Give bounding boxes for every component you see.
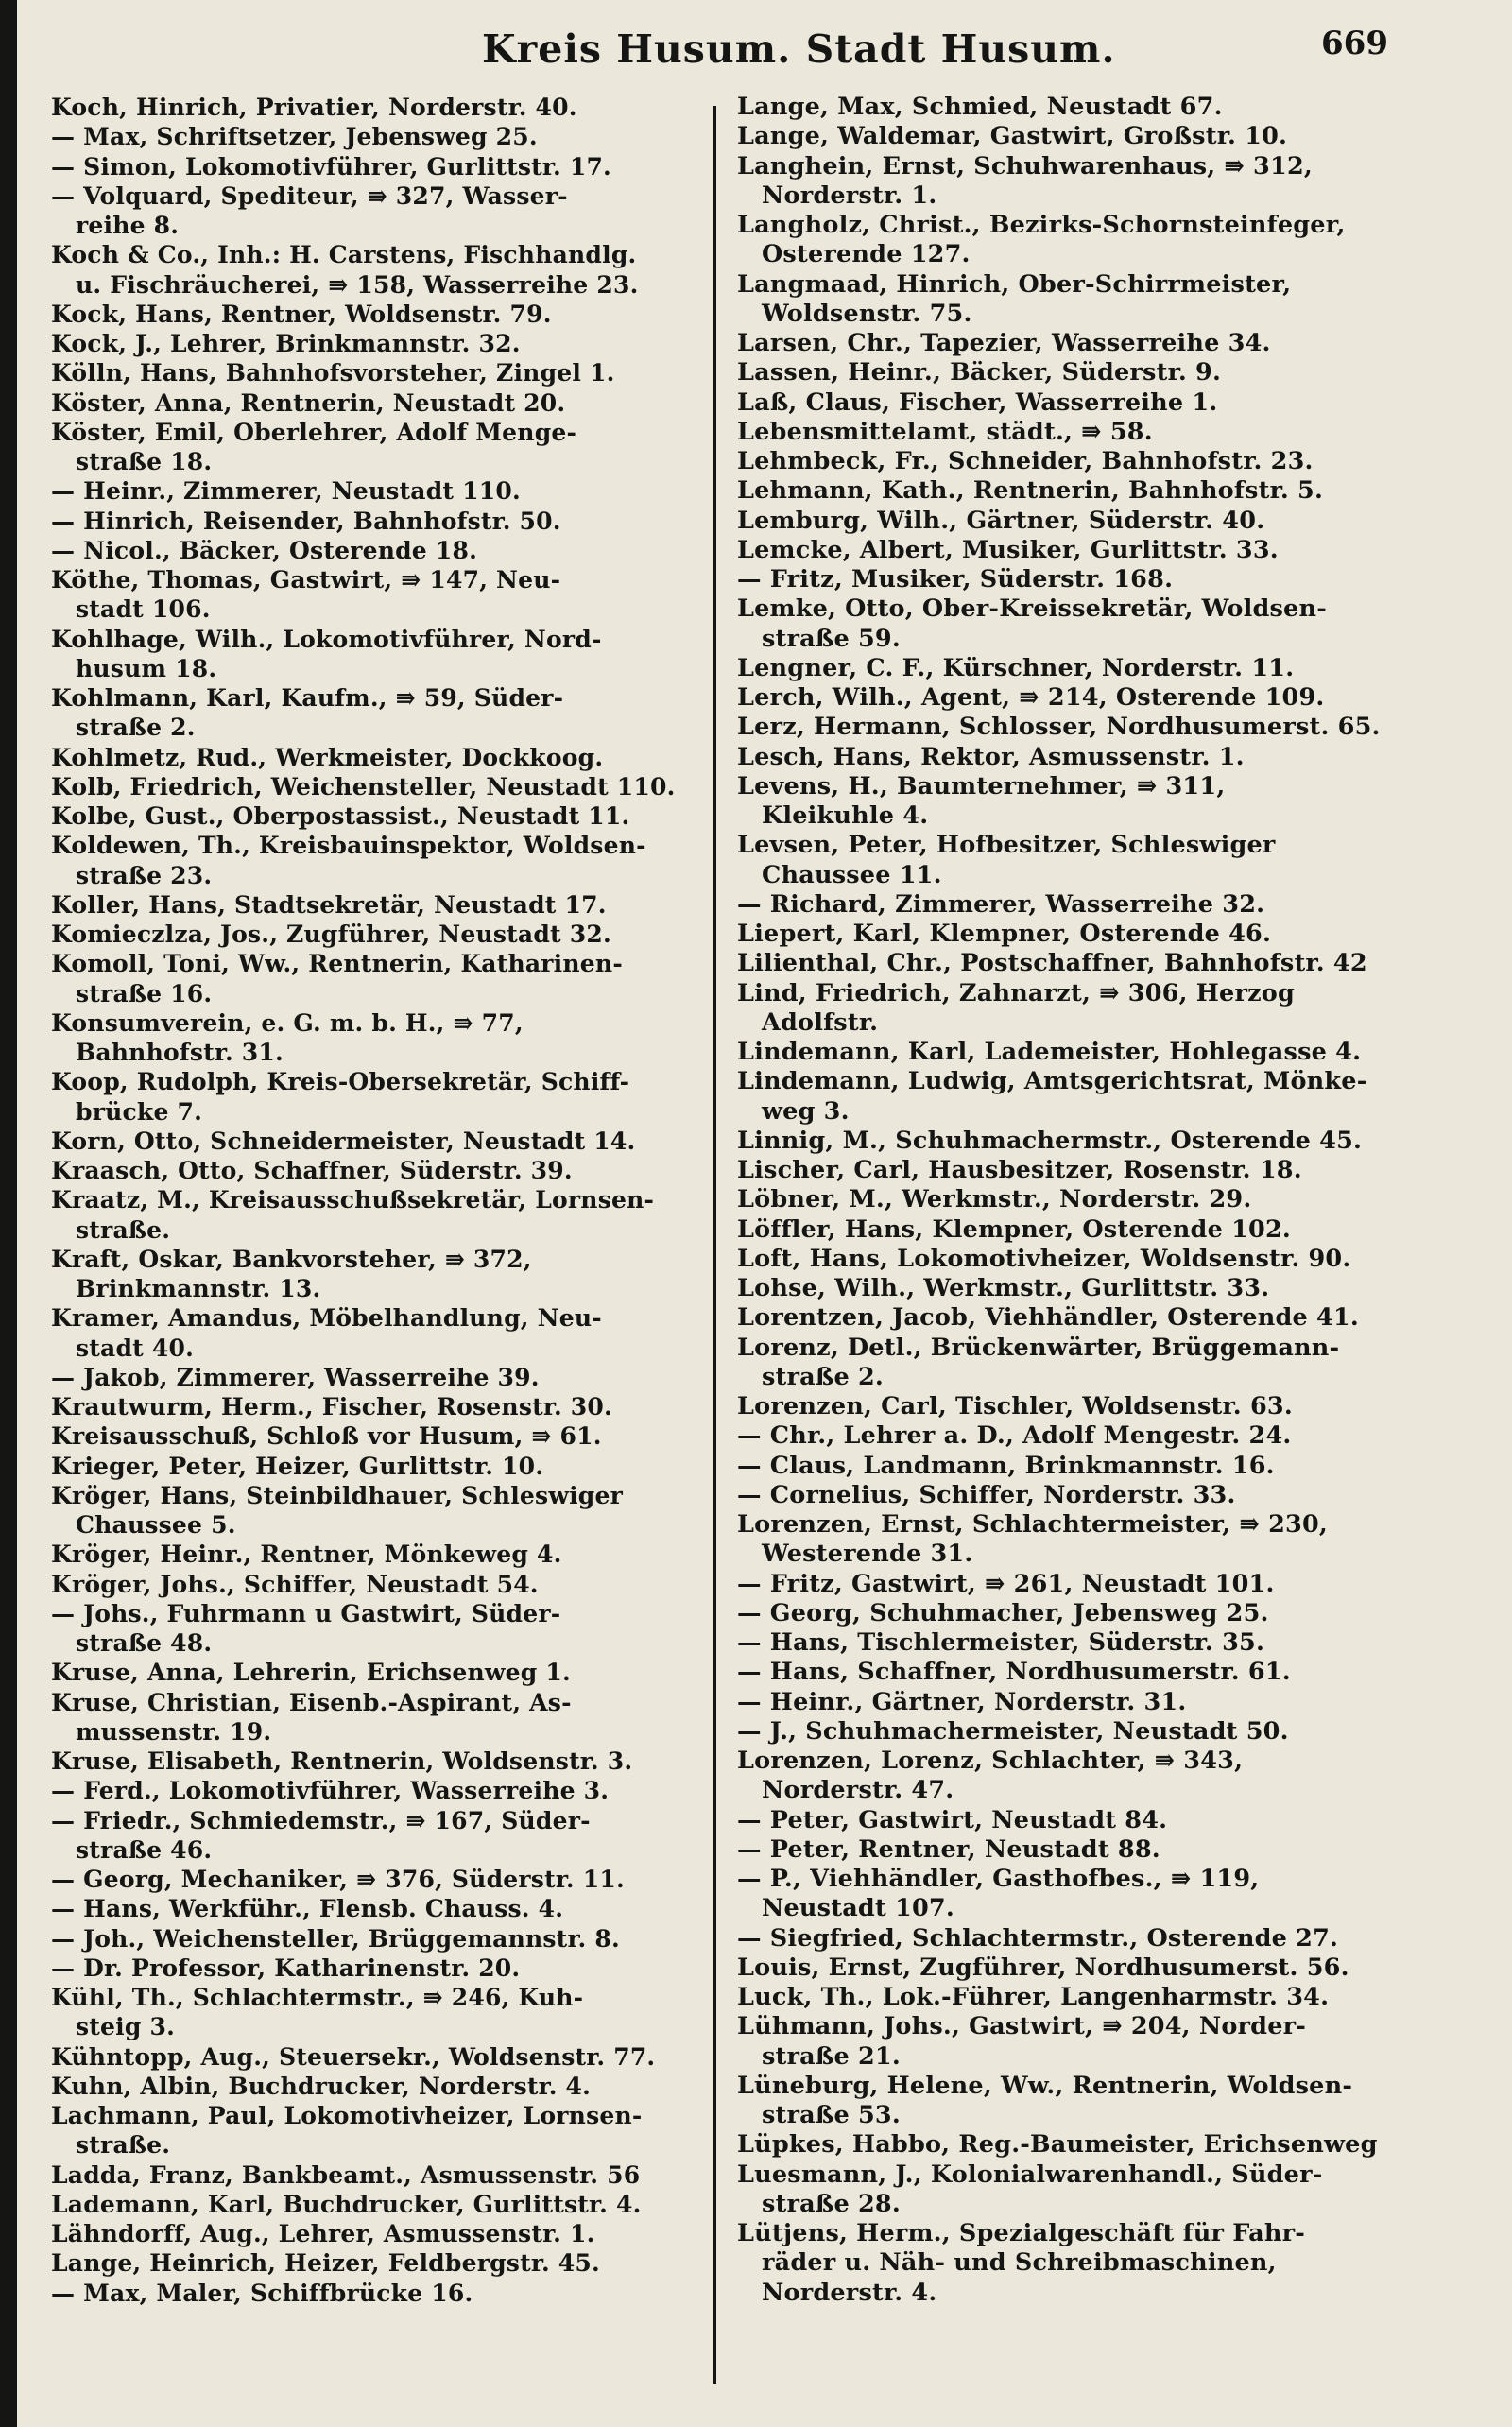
directory-entry-line: Lehmbeck, Fr., Schneider, Bahnhofstr. 23. [737, 447, 1314, 475]
entry-continuation-line: Woldsenstr. 75. [762, 299, 972, 328]
directory-entry-line: Lohse, Wilh., Werkmstr., Gurlittstr. 33. [737, 1274, 1270, 1302]
entry-continuation-line: straße 48. [76, 1628, 213, 1657]
directory-entry-line: Krautwurm, Herm., Fischer, Rosenstr. 30. [51, 1392, 612, 1420]
directory-entry-line: — Max, Schriftsetzer, Jebensweg 25. [51, 122, 538, 151]
entry-continuation-line: Westerende 31. [762, 1540, 973, 1569]
directory-entry-line: — Hans, Schaffner, Nordhusumerstr. 61. [737, 1658, 1291, 1687]
entry-continuation-line: straße 53. [762, 2101, 901, 2129]
directory-entry-line: Lorenz, Detl., Brückenwärter, Brüggemann- [737, 1333, 1340, 1362]
directory-entry-line: Kolbe, Gust., Oberpostassist., Neustadt 11. [51, 801, 630, 830]
directory-entry-line: Lemke, Otto, Ober-Kreissekretär, Woldsen- [737, 594, 1327, 624]
directory-entry-line: — Simon, Lokomotivführer, Gurlittstr. 17. [51, 151, 611, 181]
directory-entry-line: Komoll, Toni, Ww., Rentnerin, Katharinen- [51, 949, 623, 978]
entry-continuation-line: mussenstr. 19. [76, 1716, 272, 1746]
directory-entry-line: Krieger, Peter, Heizer, Gurlittstr. 10. [51, 1451, 544, 1480]
directory-entry-line: Kreisausschuß, Schloß vor Husum, ⇛ 61. [51, 1421, 602, 1451]
directory-entry-line: Lischer, Carl, Hausbesitzer, Rosenstr. 18. [737, 1156, 1302, 1184]
directory-entry-line: Kohlmetz, Rud., Werkmeister, Dockkoog. [51, 742, 604, 771]
directory-entry-line: Louis, Ernst, Zugführer, Nordhusumerst. 56. [737, 1953, 1349, 1982]
directory-entry-line: Lange, Heinrich, Heizer, Feldbergstr. 45. [51, 2248, 600, 2278]
directory-entry-line: Lassen, Heinr., Bäcker, Süderstr. 9. [737, 358, 1222, 387]
directory-entry-line: Löbner, M., Werkmstr., Norderstr. 29. [737, 1185, 1252, 1214]
directory-entry-line: — Max, Maler, Schiffbrücke 16. [51, 2278, 473, 2307]
directory-entry-line: Lerz, Hermann, Schlosser, Nordhusumerst. 65. [737, 713, 1381, 742]
entry-continuation-line: straße 18. [76, 447, 213, 475]
entry-continuation-line: Neustadt 107. [762, 1894, 954, 1923]
directory-entry-line: Koch & Co., Inh.: H. Carstens, Fischhandlg. [51, 240, 637, 269]
directory-entry-line: Lehmann, Kath., Rentnerin, Bahnhofstr. 5. [737, 476, 1324, 506]
entry-continuation-line: Bahnhofstr. 31. [76, 1038, 284, 1066]
directory-entry-line: Linnig, M., Schuhmachermstr., Osterende 45. [737, 1126, 1363, 1155]
directory-entry-line: Kock, J., Lehrer, Brinkmannstr. 32. [51, 329, 521, 357]
directory-entry-line: Kröger, Hans, Steinbildhauer, Schleswiger [51, 1480, 624, 1509]
directory-entry-line: — Claus, Landmann, Brinkmannstr. 16. [737, 1451, 1275, 1480]
directory-entry-line: Lerch, Wilh., Agent, ⇛ 214, Osterende 109. [737, 683, 1325, 712]
directory-entry-line: Kraatz, M., Kreisausschußsekretär, Lornsen- [51, 1185, 655, 1214]
entry-continuation-line: straße 59. [762, 624, 901, 653]
directory-entry-line: — J., Schuhmachermeister, Neustadt 50. [737, 1716, 1289, 1746]
directory-entry-line: Lorenzen, Carl, Tischler, Woldsenstr. 63. [737, 1392, 1293, 1420]
entry-continuation-line: straße 23. [76, 860, 213, 889]
directory-entry-line: Lachmann, Paul, Lokomotivheizer, Lornsen- [51, 2101, 643, 2129]
directory-entry-line: — Friedr., Schmiedemstr., ⇛ 167, Süder- [51, 1805, 591, 1834]
directory-entry-line: — Georg, Mechaniker, ⇛ 376, Süderstr. 11. [51, 1865, 625, 1893]
directory-entry-line: Lemcke, Albert, Musiker, Gurlittstr. 33. [737, 535, 1279, 564]
entry-continuation-line: Chaussee 11. [762, 860, 942, 889]
directory-entry-line: — Fritz, Gastwirt, ⇛ 261, Neustadt 101. [737, 1569, 1275, 1598]
directory-entry-line: Lütjens, Herm., Spezialgeschäft für Fahr- [737, 2219, 1306, 2247]
directory-entry-line: Kruse, Elisabeth, Rentnerin, Woldsenstr. 3. [51, 1747, 633, 1775]
directory-entry-line: Loft, Hans, Lokomotivheizer, Woldsenstr. 90. [737, 1244, 1351, 1273]
directory-entry-line: Löffler, Hans, Klempner, Osterende 102. [737, 1214, 1291, 1244]
entry-continuation-line: Osterende 127. [762, 240, 971, 269]
directory-entry-line: Lorenzen, Lorenz, Schlachter, ⇛ 343, [737, 1747, 1244, 1775]
directory-entry-line: Kruse, Christian, Eisenb.-Aspirant, As- [51, 1687, 572, 1716]
directory-entry-line: Lengner, C. F., Kürschner, Norderstr. 11. [737, 653, 1295, 682]
directory-entry-line: Komieczlza, Jos., Zugführer, Neustadt 32. [51, 920, 611, 948]
directory-entry-line: Köster, Anna, Rentnerin, Neustadt 20. [51, 387, 566, 417]
directory-entry-line: Lühmann, Johs., Gastwirt, ⇛ 204, Norder- [737, 2012, 1307, 2041]
entry-continuation-line: räder u. Näh- und Schreibmaschinen, [762, 2248, 1277, 2278]
directory-entry-line: Lüneburg, Helene, Ww., Rentnerin, Woldsen- [737, 2071, 1353, 2100]
directory-entry-line: Lange, Waldemar, Gastwirt, Großstr. 10. [737, 122, 1288, 151]
page-header [0, 21, 1512, 81]
directory-entry-line: — Johs., Fuhrmann u Gastwirt, Süder- [51, 1598, 561, 1627]
entry-continuation-line: Kleikuhle 4. [762, 801, 929, 830]
directory-entry-line: — Volquard, Spediteur, ⇛ 327, Wasser- [51, 181, 568, 210]
directory-entry-line: Ladda, Franz, Bankbeamt., Asmussenstr. 56 [51, 2160, 641, 2189]
directory-entry-line: Kohlhage, Wilh., Lokomotivführer, Nord- [51, 624, 602, 653]
directory-entry-line: Lange, Max, Schmied, Neustadt 67. [737, 93, 1223, 121]
entry-continuation-line: Brinkmannstr. 13. [76, 1274, 321, 1302]
directory-entry-line: — Nicol., Bäcker, Osterende 18. [51, 535, 477, 564]
right-column [737, 93, 1484, 2308]
directory-entry-line: Kock, Hans, Rentner, Woldsenstr. 79. [51, 299, 552, 328]
directory-entry-line: Luck, Th., Lok.-Führer, Langenharmstr. 34. [737, 1983, 1330, 2011]
directory-entry-line: Korn, Otto, Schneidermeister, Neustadt 14. [51, 1126, 636, 1155]
directory-entry-line: Lebensmittelamt, städt., ⇛ 58. [737, 417, 1153, 446]
directory-entry-line: Laß, Claus, Fischer, Wasserreihe 1. [737, 387, 1218, 417]
directory-entry-line: Kolb, Friedrich, Weichensteller, Neustadt 110. [51, 771, 676, 800]
entry-continuation-line: Chaussee 5. [76, 1510, 236, 1539]
directory-entry-line: — Hans, Werkführ., Flensb. Chauss. 4. [51, 1894, 564, 1923]
directory-entry-line: Köthe, Thomas, Gastwirt, ⇛ 147, Neu- [51, 565, 561, 594]
entry-continuation-line: Adolfstr. [762, 1007, 879, 1037]
running-title: Kreis Husum. Stadt Husum. [482, 26, 1116, 72]
entry-continuation-line: brücke 7. [76, 1096, 203, 1126]
directory-entry-line: Kühl, Th., Schlachtermstr., ⇛ 246, Kuh- [51, 1983, 584, 2011]
directory-entry-line: Kröger, Johs., Schiffer, Neustadt 54. [51, 1569, 539, 1598]
directory-entry-line: Lindemann, Ludwig, Amtsgerichtsrat, Mönke- [737, 1067, 1367, 1096]
entry-continuation-line: Norderstr. 47. [762, 1776, 954, 1805]
directory-entry-line: Kölln, Hans, Bahnhofsvorsteher, Zingel 1. [51, 358, 615, 387]
directory-entry-line: Langmaad, Hinrich, Ober-Schirrmeister, [737, 269, 1292, 299]
directory-entry-line: Koller, Hans, Stadtsekretär, Neustadt 17. [51, 889, 607, 919]
directory-entry-line: Konsumverein, e. G. m. b. H., ⇛ 77, [51, 1007, 524, 1037]
directory-entry-line: Lesch, Hans, Rektor, Asmussenstr. 1. [737, 742, 1245, 771]
directory-entry-line: Langholz, Christ., Bezirks-Schornsteinfeger, [737, 211, 1346, 239]
directory-entry-line: Koop, Rudolph, Kreis-Obersekretär, Schiff- [51, 1067, 630, 1096]
entry-continuation-line: straße. [76, 2130, 171, 2160]
directory-entry-line: Lorentzen, Jacob, Viehhändler, Osterende 41. [737, 1303, 1359, 1333]
directory-entry-line: — Peter, Gastwirt, Neustadt 84. [737, 1805, 1168, 1834]
entry-continuation-line: straße 2. [762, 1362, 884, 1391]
directory-entry-line: — Jakob, Zimmerer, Wasserreihe 39. [51, 1362, 540, 1391]
directory-entry-line: Levens, H., Baumternehmer, ⇛ 311, [737, 771, 1226, 800]
entry-continuation-line: u. Fischräucherei, ⇛ 158, Wasserreihe 23. [76, 269, 639, 299]
directory-entry-line: — Richard, Zimmerer, Wasserreihe 32. [737, 889, 1265, 919]
entry-continuation-line: steig 3. [76, 2012, 176, 2041]
directory-entry-line: Lademann, Karl, Buchdrucker, Gurlittstr. 4. [51, 2189, 642, 2218]
entry-continuation-line: reihe 8. [76, 211, 180, 239]
directory-entry-line: Langhein, Ernst, Schuhwarenhaus, ⇛ 312, [737, 151, 1313, 181]
directory-entry-line: — Fritz, Musiker, Süderstr. 168. [737, 565, 1174, 594]
directory-entry-line: Kruse, Anna, Lehrerin, Erichsenweg 1. [51, 1658, 571, 1687]
directory-entry-line: Koldewen, Th., Kreisbauinspektor, Woldsen- [51, 831, 646, 860]
directory-entry-line: Kuhn, Albin, Buchdrucker, Norderstr. 4. [51, 2071, 592, 2100]
directory-entry-line: — Hans, Tischlermeister, Süderstr. 35. [737, 1628, 1265, 1657]
directory-entry-line: Levsen, Peter, Hofbesitzer, Schleswiger [737, 831, 1276, 860]
directory-entry-line: Lindemann, Karl, Lademeister, Hohlegasse 4. [737, 1038, 1362, 1066]
directory-entry-line: Lähndorff, Aug., Lehrer, Asmussenstr. 1. [51, 2219, 595, 2247]
entry-continuation-line: straße 28. [762, 2189, 901, 2218]
entry-continuation-line: straße 21. [762, 2041, 901, 2071]
directory-entry-line: Larsen, Chr., Tapezier, Wasserreihe 34. [737, 329, 1271, 357]
directory-entry-line: Liepert, Karl, Klempner, Osterende 46. [737, 920, 1272, 948]
entry-continuation-line: Norderstr. 4. [762, 2278, 937, 2307]
directory-entry-line: Kraasch, Otto, Schaffner, Süderstr. 39. [51, 1156, 573, 1184]
directory-entry-line: — Heinr., Zimmerer, Neustadt 110. [51, 476, 521, 506]
entry-continuation-line: straße. [76, 1214, 171, 1244]
directory-entry-line: — Heinr., Gärtner, Norderstr. 31. [737, 1687, 1187, 1716]
directory-entry-line: — Siegfried, Schlachtermstr., Osterende 27. [737, 1923, 1339, 1953]
directory-entry-line: — Ferd., Lokomotivführer, Wasserreihe 3. [51, 1776, 610, 1805]
column-divider [713, 106, 716, 2384]
directory-entry-line: Kühntopp, Aug., Steuersekr., Woldsenstr. 77. [51, 2041, 656, 2071]
directory-entry-line: Köster, Emil, Oberlehrer, Adolf Menge- [51, 417, 577, 446]
directory-entry-line: Lind, Friedrich, Zahnarzt, ⇛ 306, Herzog [737, 978, 1296, 1007]
directory-entry-line: Lorenzen, Ernst, Schlachtermeister, ⇛ 230, [737, 1510, 1328, 1539]
entry-continuation-line: stadt 106. [76, 594, 211, 624]
directory-entry-line: Lüpkes, Habbo, Reg.-Baumeister, Erichsenweg [737, 2130, 1378, 2160]
directory-entry-line: — Chr., Lehrer a. D., Adolf Mengestr. 24. [737, 1421, 1292, 1451]
directory-entry-line: Lilienthal, Chr., Postschaffner, Bahnhofstr. 42 [737, 949, 1367, 978]
page-number: 669 [1321, 25, 1388, 62]
entry-continuation-line: straße 16. [76, 978, 213, 1007]
left-column [51, 93, 705, 2308]
directory-entry-line: Luesmann, J., Kolonialwarenhandl., Süder- [737, 2160, 1323, 2189]
entry-continuation-line: Norderstr. 1. [762, 181, 937, 210]
entry-continuation-line: straße 2. [76, 713, 196, 742]
directory-entry-line: — Georg, Schuhmacher, Jebensweg 25. [737, 1598, 1269, 1627]
entry-continuation-line: straße 46. [76, 1834, 213, 1864]
entry-continuation-line: husum 18. [76, 653, 217, 682]
directory-entry-line: Kröger, Heinr., Rentner, Mönkeweg 4. [51, 1540, 562, 1569]
directory-entry-line: Kohlmann, Karl, Kaufm., ⇛ 59, Süder- [51, 683, 564, 712]
directory-entry-line: — P., Viehhändler, Gasthofbes., ⇛ 119, [737, 1865, 1260, 1893]
directory-entry-line: Kraft, Oskar, Bankvorsteher, ⇛ 372, [51, 1244, 532, 1273]
directory-entry-line: — Joh., Weichensteller, Brüggemannstr. 8. [51, 1923, 620, 1953]
directory-entry-line: — Cornelius, Schiffer, Norderstr. 33. [737, 1480, 1236, 1509]
directory-entry-line: Koch, Hinrich, Privatier, Norderstr. 40. [51, 93, 577, 121]
directory-entry-line: — Peter, Rentner, Neustadt 88. [737, 1834, 1160, 1864]
directory-entry-line: — Dr. Professor, Katharinenstr. 20. [51, 1953, 521, 1982]
directory-entry-line: — Hinrich, Reisender, Bahnhofstr. 50. [51, 506, 561, 535]
entry-continuation-line: stadt 40. [76, 1333, 195, 1362]
entry-continuation-line: weg 3. [762, 1096, 850, 1126]
directory-entry-line: Lemburg, Wilh., Gärtner, Süderstr. 40. [737, 506, 1265, 535]
directory-entry-line: Kramer, Amandus, Möbelhandlung, Neu- [51, 1303, 602, 1333]
